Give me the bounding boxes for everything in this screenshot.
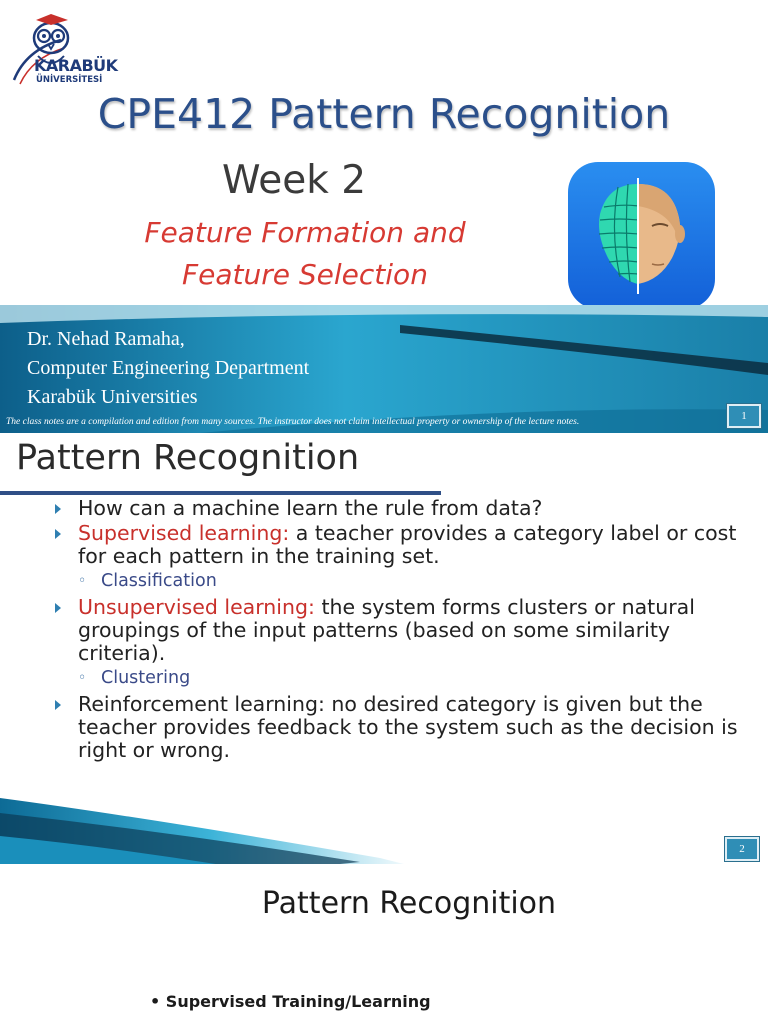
title-slide <box>0 0 768 433</box>
slide-title: Pattern Recognition <box>16 438 360 478</box>
bullet-text: • Supervised Training/Learning <box>150 992 431 1011</box>
bullet-text: a teacher provides a category label or cost for each pattern in the training set. <box>78 521 737 568</box>
ring-bullet-icon: ◦ <box>78 573 87 589</box>
bullet-term: Unsupervised learning: <box>78 595 315 619</box>
author-department: Computer Engineering Department <box>27 357 310 379</box>
pattern-recognition-slide <box>0 433 768 864</box>
sub-bullet-text: Classification <box>101 571 217 591</box>
decorative-teal-band <box>0 788 768 864</box>
pattern-recognition-slide-3 <box>0 864 768 1024</box>
title-underline <box>0 491 441 495</box>
bullet-item <box>55 596 755 665</box>
bullet-item <box>55 497 755 520</box>
triangle-bullet-icon <box>55 700 61 710</box>
disclaimer-text: The class notes are a compilation and edition from many sources. The instructor does not claim intellectual property or ownership of the lecture notes. <box>6 417 580 427</box>
bullet-text: Reinforcement learning: no desired category is given but the teacher provides feedback to the system such as the decision is right or wrong. <box>78 692 738 762</box>
bullet-text: the system forms clusters or natural groupings of the input patterns (based on some similarity criteria). <box>78 595 695 665</box>
face-recognition-icon <box>568 162 715 309</box>
logo-text-universitesi: ÜNİVERSİTESİ <box>36 75 103 85</box>
sub-bullet-item <box>55 570 755 592</box>
slide-page-number: 2 <box>725 837 759 861</box>
ring-bullet-icon: ◦ <box>78 670 87 686</box>
bullet-item <box>55 522 755 568</box>
sub-bullet-item <box>55 667 755 689</box>
bullet-item <box>55 693 755 762</box>
triangle-bullet-icon <box>55 504 61 514</box>
author-block <box>27 325 309 412</box>
bullet-text: How can a machine learn the rule from data? <box>78 496 543 520</box>
subtitle-line-2: Feature Selection <box>182 258 428 291</box>
bullet-term: Supervised learning: <box>78 521 290 545</box>
course-title: CPE412 Pattern Recognition <box>97 90 671 138</box>
week-label: Week 2 <box>222 158 367 203</box>
logo-text-karabuk: KARABÜK <box>34 56 118 75</box>
author-name: Dr. Nehad Ramaha, <box>27 328 185 350</box>
slide-page-number: 1 <box>727 404 761 428</box>
author-university: Karabük Universities <box>27 386 198 408</box>
lecture-subtitle <box>95 212 515 296</box>
triangle-bullet-icon <box>55 603 61 613</box>
slide-title: Pattern Recognition <box>261 886 557 921</box>
triangle-bullet-icon <box>55 529 61 539</box>
subtitle-line-1: Feature Formation and <box>144 216 466 249</box>
sub-bullet-text: Clustering <box>101 668 191 688</box>
bullet-list <box>55 497 755 764</box>
